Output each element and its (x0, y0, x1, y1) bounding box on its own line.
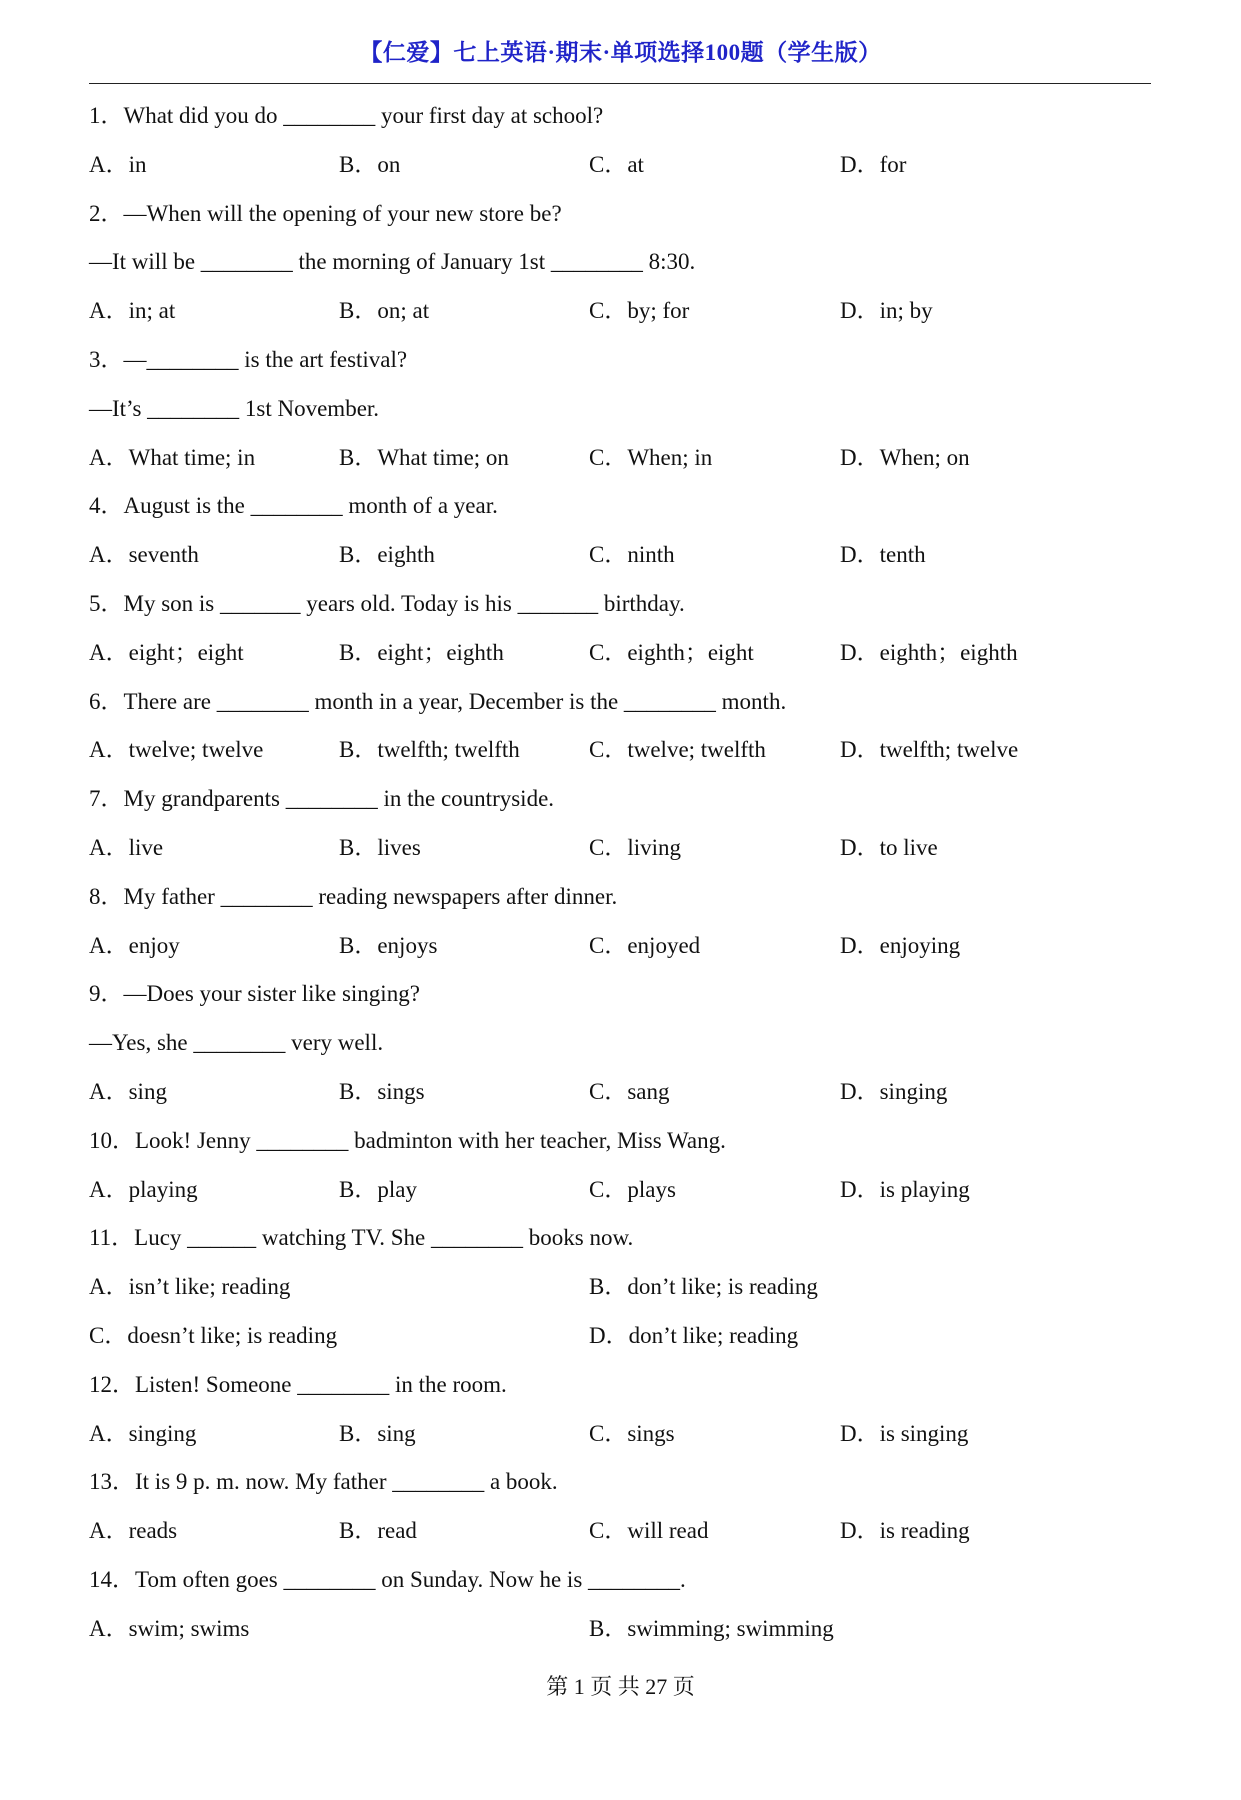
option-d: D．for (840, 151, 907, 177)
question-stem: 5．My son is _______ years old. Today is his _______ birthday. (89, 590, 685, 616)
option-row (89, 824, 1151, 873)
option-b: B．on (339, 151, 401, 177)
option-b: B．read (339, 1518, 417, 1544)
option-d: D．twelfth; twelve (840, 737, 1019, 763)
option-d: D．is playing (840, 1176, 970, 1202)
option-d: D．enjoying (840, 932, 961, 958)
document-title: 【仁爱】七上英语·期末·单项选择100题（学生版） (359, 40, 882, 65)
option-a: A．swim; swims (89, 1615, 250, 1641)
question-stem: 12．Listen! Someone ________ in the room. (89, 1371, 507, 1397)
option-b: B．don’t like; is reading (589, 1274, 818, 1300)
option-c: C．ninth (589, 542, 675, 568)
option-row (89, 1166, 1151, 1215)
option-d: D．in; by (840, 298, 933, 324)
option-row (89, 1263, 1151, 1312)
option-a: A．live (89, 834, 164, 860)
option-c: C．doesn’t like; is reading (89, 1322, 338, 1348)
option-a: A．playing (89, 1176, 198, 1202)
option-b: B．enjoys (339, 932, 438, 958)
question-stem-continued: —Yes, she ________ very well. (89, 1030, 384, 1056)
option-c: C．will read (589, 1518, 709, 1544)
option-c: C．by; for (589, 298, 690, 324)
question-stem: 2．—When will the opening of your new store be? (89, 200, 562, 226)
question-stem: 11．Lucy ______ watching TV. She ________ books now. (89, 1225, 634, 1251)
option-a: A．isn’t like; reading (89, 1274, 291, 1300)
option-b: B．What time; on (339, 444, 509, 470)
question-stem-continued: —It’s ________ 1st November. (89, 395, 380, 421)
option-a: A．in; at (89, 298, 176, 324)
option-c: C．living (589, 834, 682, 860)
option-row (89, 287, 1151, 336)
option-a: A．twelve; twelve (89, 737, 264, 763)
option-a: A．sing (89, 1078, 167, 1104)
option-d: D．is reading (840, 1518, 970, 1544)
question-stem: 6．There are ________ month in a year, December is the ________ month. (89, 688, 787, 714)
option-c: C．eighth；eight (589, 639, 754, 665)
option-b: B．on; at (339, 298, 430, 324)
option-b: B．eight；eighth (339, 639, 504, 665)
question-stem: 10．Look! Jenny ________ badminton with her teacher, Miss Wang. (89, 1127, 726, 1153)
option-a: A．What time; in (89, 444, 256, 470)
option-c: C．When; in (589, 444, 713, 470)
option-d: D．When; on (840, 444, 970, 470)
option-row (89, 434, 1151, 483)
option-row (89, 1605, 1151, 1654)
header-divider (89, 83, 1151, 84)
question-stem: 1．What did you do ________ your first day at school? (89, 103, 604, 128)
option-row (89, 922, 1151, 971)
option-d: D．eighth；eighth (840, 639, 1018, 665)
option-b: B．lives (339, 834, 421, 860)
option-row (89, 531, 1151, 580)
question-stem: 13．It is 9 p. m. now. My father ________ a book. (89, 1469, 558, 1495)
option-c: C．twelve; twelfth (589, 737, 766, 763)
option-row (89, 1507, 1151, 1556)
option-c: C．sings (589, 1420, 675, 1446)
option-c: C．enjoyed (589, 932, 701, 958)
option-b: B．play (339, 1176, 417, 1202)
question-stem: 7．My grandparents ________ in the countryside. (89, 786, 555, 812)
question-stem: 9．—Does your sister like singing? (89, 981, 420, 1007)
option-row (89, 1068, 1151, 1117)
option-a: A．reads (89, 1518, 178, 1544)
option-row (89, 1312, 1151, 1361)
option-b: B．swimming; swimming (589, 1615, 834, 1641)
option-a: A．seventh (89, 542, 199, 568)
question-stem: 4．August is the ________ month of a year. (89, 493, 498, 519)
option-c: C．at (589, 151, 644, 177)
question-stem: 8．My father ________ reading newspapers after dinner. (89, 883, 618, 909)
option-row (89, 629, 1151, 678)
option-b: B．twelfth; twelfth (339, 737, 520, 763)
question-stem: 3．—________ is the art festival? (89, 346, 408, 372)
option-c: C．plays (589, 1176, 676, 1202)
option-a: A．eight；eight (89, 639, 244, 665)
option-d: D．don’t like; reading (589, 1322, 799, 1348)
option-a: A．singing (89, 1420, 197, 1446)
option-d: D．singing (840, 1078, 948, 1104)
question-stem-continued: —It will be ________ the morning of January 1st ________ 8:30. (89, 249, 696, 275)
option-b: B．sings (339, 1078, 425, 1104)
option-b: B．eighth (339, 542, 435, 568)
option-row (89, 726, 1151, 775)
option-a: A．in (89, 151, 147, 177)
option-d: D．to live (840, 834, 938, 860)
option-a: A．enjoy (89, 932, 180, 958)
option-b: B．sing (339, 1420, 416, 1446)
option-row (89, 1410, 1151, 1459)
option-c: C．sang (589, 1078, 670, 1104)
option-d: D．tenth (840, 542, 926, 568)
option-d: D．is singing (840, 1420, 969, 1446)
option-row (89, 141, 1151, 190)
page-number: 第 1 页 共 27 页 (546, 1674, 695, 1699)
question-stem: 14．Tom often goes ________ on Sunday. Now he is ________. (89, 1566, 686, 1592)
question-list (89, 92, 1151, 1654)
